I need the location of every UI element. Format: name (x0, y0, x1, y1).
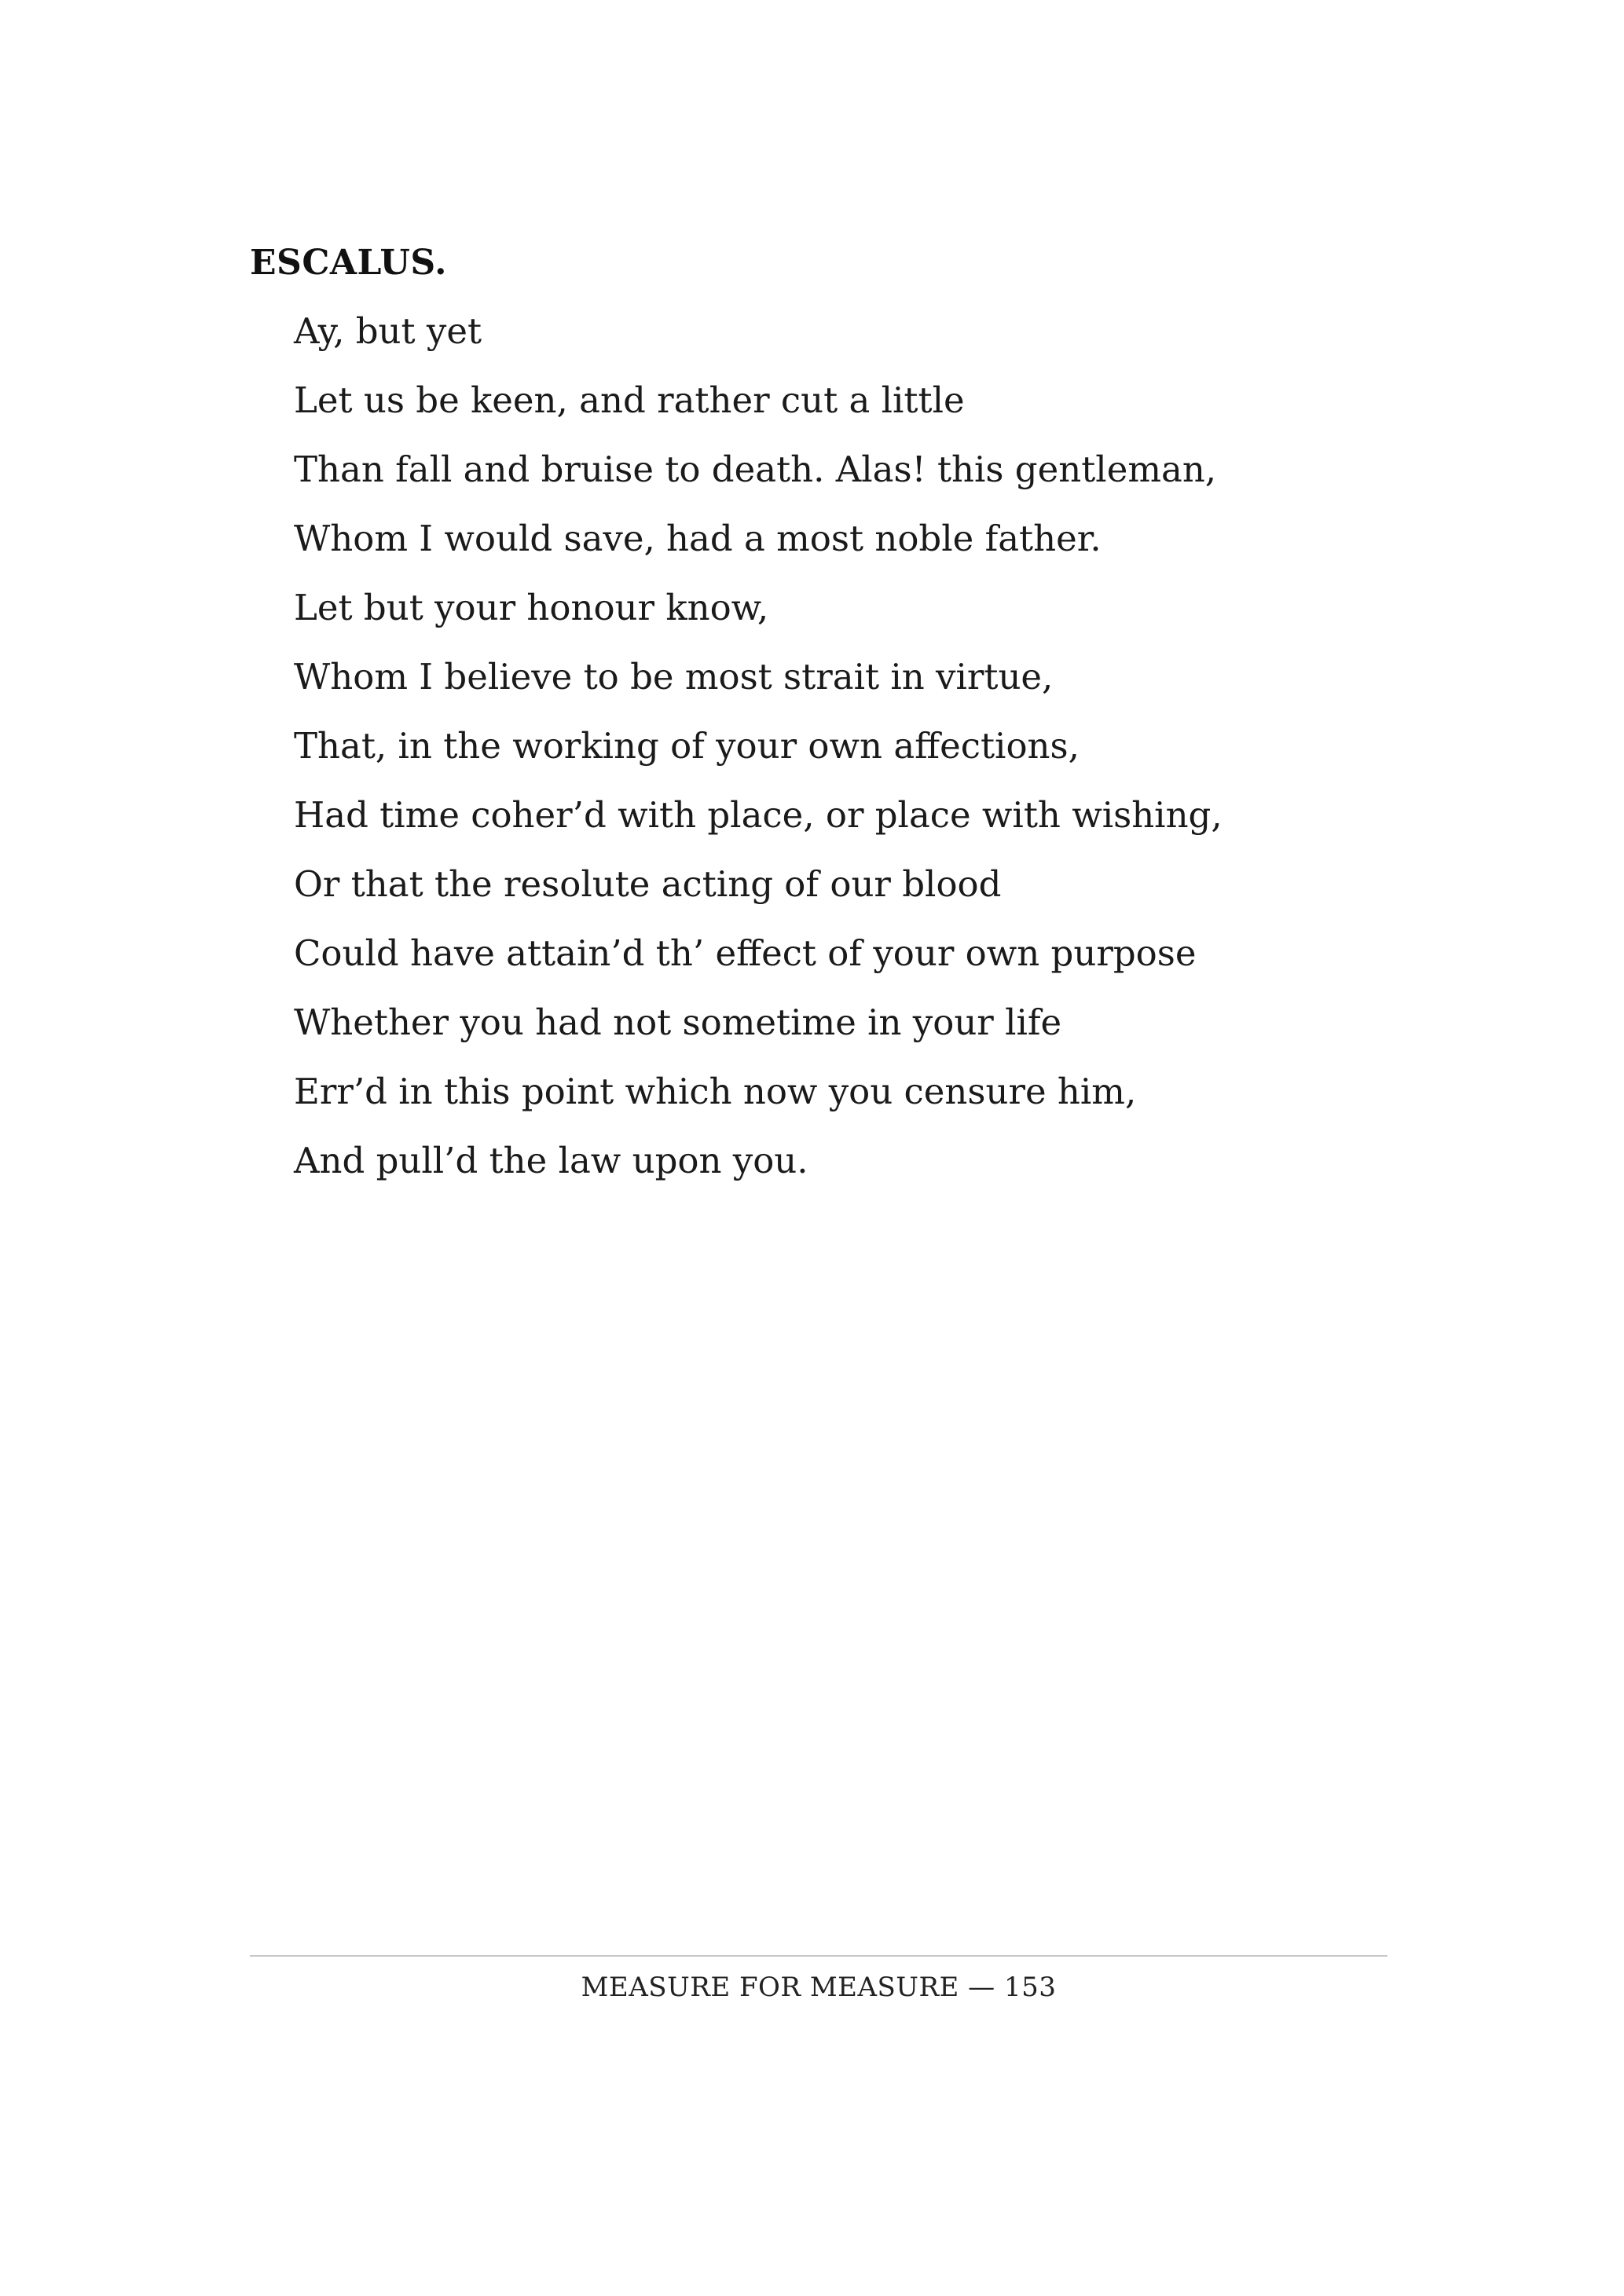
page-footer: MEASURE FOR MEASURE — 153 (581, 1972, 1057, 2003)
verse-line: Than fall and bruise to death. Alas! this gentleman, (294, 449, 1217, 490)
footer-divider (250, 1955, 1388, 1957)
verse-block (294, 308, 1223, 1207)
verse-line: Whom I believe to be most strait in virtue, (294, 656, 1054, 698)
verse-line: Could have attain’d th’ effect of your own purpose (294, 932, 1197, 974)
verse-line: And pull’d the law upon you. (294, 1140, 808, 1181)
verse-line: That, in the working of your own affections, (294, 725, 1080, 767)
speaker-name: ESCALUS. (250, 243, 447, 283)
verse-line: Whether you had not sometime in your life (294, 1002, 1062, 1043)
verse-line: Let but your honour know, (294, 587, 769, 628)
verse-line: Had time coher’d with place, or place with wishing, (294, 794, 1223, 836)
verse-line: Err’d in this point which now you censure him, (294, 1071, 1137, 1112)
verse-line: Ay, but yet (294, 310, 482, 352)
verse-line: Or that the resolute acting of our blood (294, 863, 1002, 905)
verse-line: Whom I would save, had a most noble father. (294, 518, 1102, 559)
verse-line: Let us be keen, and rather cut a little (294, 379, 965, 421)
